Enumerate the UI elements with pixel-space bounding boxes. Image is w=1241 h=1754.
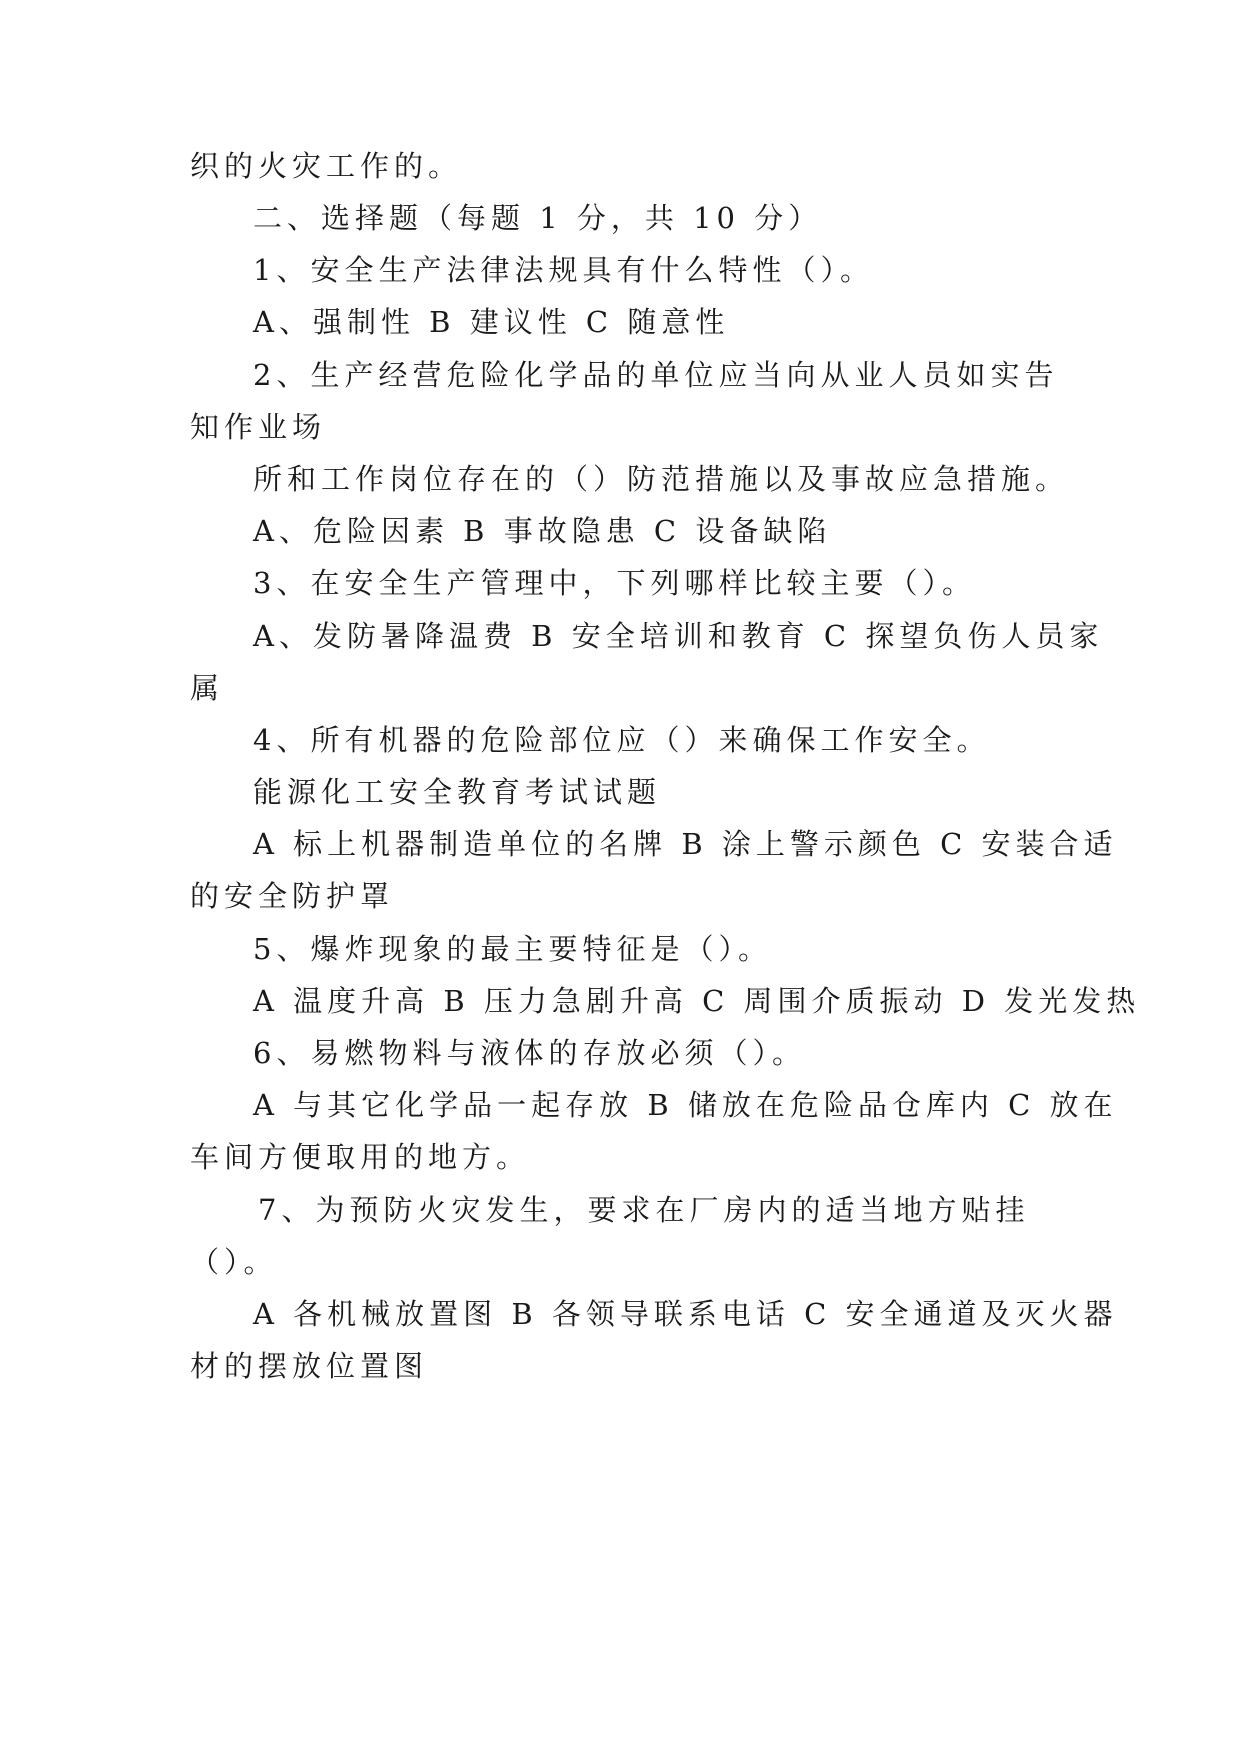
section-heading: 二、选择题（每题 1 分，共 10 分） (253, 201, 823, 235)
question-5: 5、爆炸现象的最主要特征是（）。 (253, 932, 772, 966)
question-4-options-cont: 的安全防护罩 (190, 879, 395, 913)
question-4-options: A 标上机器制造单位的名牌 B 涂上警示颜色 C 安装合适 (253, 827, 1118, 861)
question-7-options-cont: 材的摆放位置图 (190, 1349, 429, 1383)
question-2: 2、生产经营危险化学品的单位应当向从业人员如实告 (253, 358, 1059, 392)
question-2-options: A、危险因素 B 事故隐患 C 设备缺陷 (253, 514, 832, 548)
question-5-options: A 温度升高 B 压力急剧升高 C 周围介质振动 D 发光发热 (253, 984, 1141, 1018)
question-6-options-cont: 车间方便取用的地方。 (190, 1140, 531, 1174)
question-6-options: A 与其它化学品一起存放 B 储放在危险品仓库内 C 放在 (253, 1088, 1118, 1122)
page-header-title: 能源化工安全教育考试试题 (253, 775, 662, 809)
question-6: 6、易燃物料与液体的存放必须（）。 (253, 1036, 806, 1070)
question-7-cont: （）。 (190, 1245, 278, 1279)
question-1-options: A、强制性 B 建议性 C 随意性 (253, 305, 730, 339)
question-2-cont: 知作业场 (190, 410, 327, 444)
question-3-options: A、发防暑降温费 B 安全培训和教育 C 探望负伤人员家 (253, 619, 1104, 653)
question-2-cont: 所和工作岗位存在的（）防范措施以及事故应急措施。 (253, 462, 1070, 496)
text-line: 织的火灾工作的。 (190, 149, 463, 183)
question-3: 3、在安全生产管理中，下列哪样比较主要（）。 (253, 566, 976, 600)
question-7-options: A 各机械放置图 B 各领导联系电话 C 安全通道及灭火器 (253, 1297, 1118, 1331)
question-4: 4、所有机器的危险部位应（）来确保工作安全。 (253, 723, 991, 757)
question-3-options-cont: 属 (190, 671, 225, 705)
question-1: 1、安全生产法律法规具有什么特性（）。 (253, 253, 874, 287)
question-7: 7、为预防火灾发生，要求在厂房内的适当地方贴挂 (258, 1193, 1030, 1227)
